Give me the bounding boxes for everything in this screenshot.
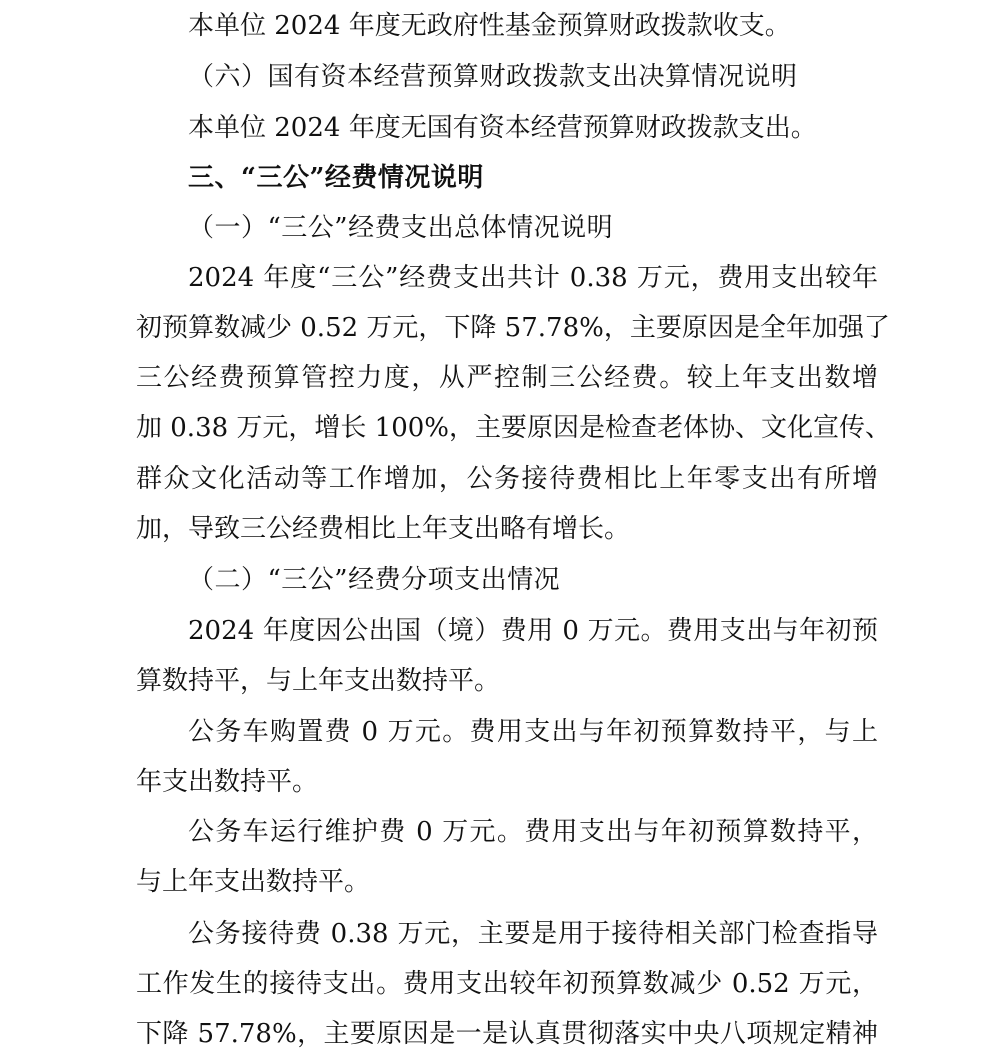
section-heading: （一）“三公”经费支出总体情况说明 [188,213,614,243]
paragraph-line: 公务车购置费 0 万元。费用支出与年初预算数持平，与上 [188,717,878,747]
paragraph-line: 年支出数持平。 [136,767,319,797]
paragraph-line: 下降 57.78%，主要原因是一是认真贯彻落实中央八项规定精神 [136,1019,878,1049]
paragraph-line: 本单位 2024 年度无政府性基金预算财政拨款收支。 [188,11,791,41]
paragraph-line: 公务车运行维护费 0 万元。费用支出与年初预算数持平， [188,817,878,847]
paragraph-line: 算数持平，与上年支出数持平。 [136,666,501,696]
paragraph-line: 工作发生的接待支出。费用支出较年初预算数减少 0.52 万元， [136,969,878,999]
paragraph-line: 加 0.38 万元，增长 100%，主要原因是检查老体协、文化宣传、 [136,413,892,443]
paragraph-line: 2024 年度“三公”经费支出共计 0.38 万元，费用支出较年 [188,263,878,293]
paragraph-line: 2024 年度因公出国（境）费用 0 万元。费用支出与年初预 [188,616,878,646]
paragraph-line: 本单位 2024 年度无国有资本经营预算财政拨款支出。 [188,113,817,143]
paragraph-line: 与上年支出数持平。 [136,867,371,897]
paragraph-line: 初预算数减少 0.52 万元，下降 57.78%，主要原因是全年加强了 [136,313,890,343]
section-heading: （六）国有资本经营预算财政拨款支出决算情况说明 [188,62,798,92]
paragraph-line: 公务接待费 0.38 万元，主要是用于接待相关部门检查指导 [188,919,878,949]
paragraph-line: 三公经费预算管控力度，从严控制三公经费。较上年支出数增 [136,363,878,393]
paragraph-line: 群众文化活动等工作增加，公务接待费相比上年零支出有所增 [136,464,878,494]
paragraph-line: 加，导致三公经费相比上年支出略有增长。 [136,514,631,544]
section-heading: （二）“三公”经费分项支出情况 [188,565,561,595]
chapter-heading: 三、“三公”经费情况说明 [188,163,484,193]
